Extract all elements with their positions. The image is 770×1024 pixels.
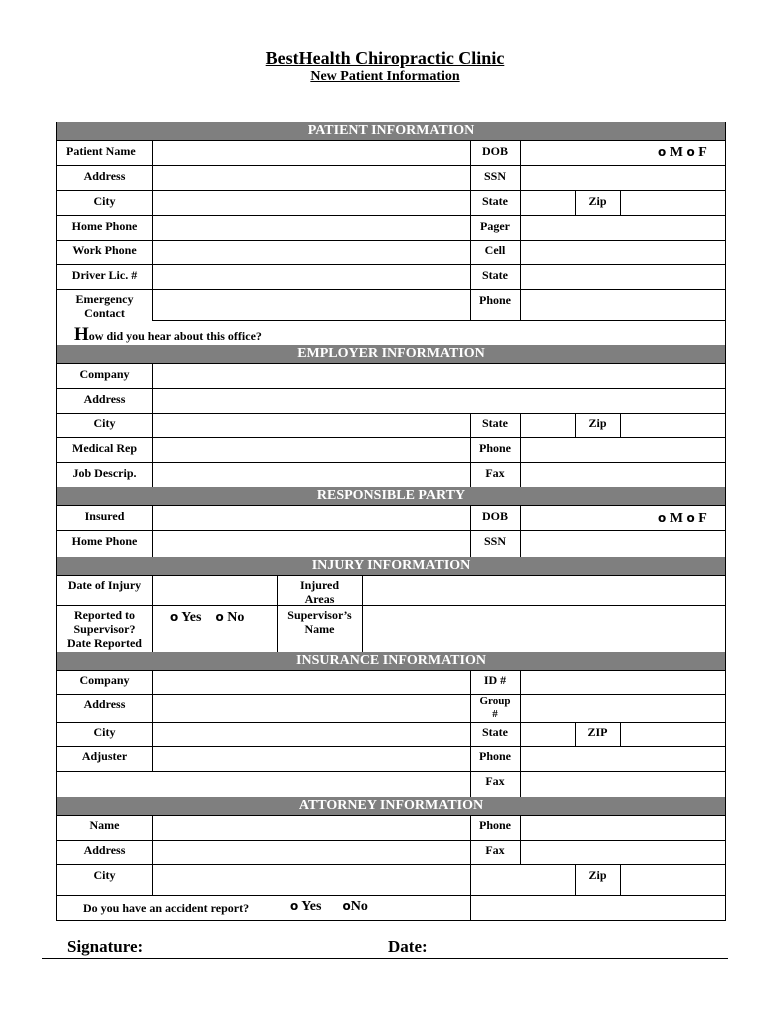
attorney-phone-label: Phone bbox=[478, 818, 511, 832]
patient-zip-field[interactable] bbox=[621, 191, 724, 215]
patient-pager-field[interactable] bbox=[521, 216, 724, 240]
signature-line bbox=[42, 958, 728, 959]
attorney-state-field[interactable] bbox=[471, 865, 574, 895]
patient-driver-lic-field[interactable] bbox=[153, 265, 469, 289]
injury-reported-options bbox=[170, 610, 244, 626]
patient-address-label: Address bbox=[83, 169, 126, 183]
patient-lic-state-label: State bbox=[482, 268, 508, 282]
patient-city-field[interactable] bbox=[153, 191, 469, 215]
employer-fax-label: Fax bbox=[485, 466, 505, 480]
insurance-city-label: City bbox=[93, 725, 116, 739]
insurance-phone-label: Phone bbox=[478, 749, 511, 763]
employer-state-field[interactable] bbox=[521, 414, 574, 437]
employer-state-label: State bbox=[482, 416, 508, 430]
patient-zip-label: Zip bbox=[588, 194, 607, 208]
employer-city-field[interactable] bbox=[153, 414, 469, 437]
gender-m-radio[interactable]: o bbox=[658, 145, 667, 159]
attorney-zip-label: Zip bbox=[588, 868, 607, 882]
resp-gender-f-label: F bbox=[698, 511, 707, 526]
insurance-state-field[interactable] bbox=[521, 723, 574, 746]
patient-state-field[interactable] bbox=[521, 191, 574, 215]
employer-zip-field[interactable] bbox=[621, 414, 724, 437]
attorney-info-header: ATTORNEY INFORMATION bbox=[57, 797, 725, 815]
patient-address-field[interactable] bbox=[153, 166, 469, 190]
attorney-fax-field[interactable] bbox=[521, 841, 724, 864]
employer-medical-rep-label: Medical Rep bbox=[72, 441, 137, 455]
attorney-city-label: City bbox=[93, 868, 116, 882]
insurance-zip-label: ZIP bbox=[587, 725, 608, 739]
patient-dob-field[interactable] bbox=[521, 141, 646, 165]
patient-name-label: Patient Name bbox=[66, 144, 136, 158]
injury-supervisor-field[interactable] bbox=[363, 606, 724, 652]
responsible-home-phone-label: Home Phone bbox=[71, 534, 138, 548]
employer-city-label: City bbox=[93, 416, 116, 430]
injury-reported-label: Reported to Supervisor? Date Reported bbox=[67, 608, 142, 650]
injury-areas-label: Injured Areas bbox=[299, 578, 340, 606]
employer-address-label: Address bbox=[83, 392, 126, 406]
accident-report-question: Do you have an accident report? bbox=[83, 901, 250, 915]
patient-home-phone-label: Home Phone bbox=[71, 219, 138, 233]
resp-gender-m-radio[interactable]: o bbox=[658, 511, 667, 525]
attorney-phone-field[interactable] bbox=[521, 816, 724, 840]
insurance-info-header: INSURANCE INFORMATION bbox=[57, 652, 725, 670]
employer-phone-label: Phone bbox=[478, 441, 511, 455]
employer-company-field[interactable] bbox=[153, 364, 724, 388]
insurance-id-field[interactable] bbox=[521, 671, 724, 694]
accident-report-options bbox=[290, 899, 368, 915]
attorney-city-field[interactable] bbox=[153, 865, 469, 895]
insurance-state-label: State bbox=[482, 725, 508, 739]
injury-yes-radio[interactable]: o bbox=[170, 610, 179, 624]
injury-date-field[interactable] bbox=[153, 576, 276, 605]
patient-emergency-label: Emergency Contact bbox=[75, 292, 134, 320]
accident-yes-label: Yes bbox=[301, 899, 322, 914]
responsible-party-header: RESPONSIBLE PARTY bbox=[57, 487, 725, 505]
injury-supervisor-label: Supervisor’s Name bbox=[287, 608, 352, 636]
insurance-phone-field[interactable] bbox=[521, 747, 724, 771]
insurance-address-label: Address bbox=[83, 697, 126, 711]
patient-emergency-field[interactable] bbox=[153, 290, 469, 320]
patient-cell-field[interactable] bbox=[521, 241, 724, 264]
employer-address-field[interactable] bbox=[153, 389, 724, 413]
form-border-right bbox=[725, 122, 726, 920]
employer-medical-rep-field[interactable] bbox=[153, 438, 469, 462]
insurance-city-field[interactable] bbox=[153, 723, 469, 746]
patient-lic-state-field[interactable] bbox=[521, 265, 724, 289]
responsible-home-phone-field[interactable] bbox=[153, 531, 469, 557]
resp-gender-m-label: M bbox=[669, 511, 683, 526]
patient-pager-label: Pager bbox=[480, 219, 510, 233]
signature-label: Signature: bbox=[67, 937, 144, 956]
insurance-group-field[interactable] bbox=[521, 695, 724, 722]
patient-info-header: PATIENT INFORMATION bbox=[57, 122, 725, 140]
responsible-ssn-field[interactable] bbox=[521, 531, 724, 557]
patient-state-label: State bbox=[482, 194, 508, 208]
responsible-insured-field[interactable] bbox=[153, 506, 469, 530]
date-field[interactable] bbox=[440, 936, 720, 958]
resp-gender-f-radio[interactable]: o bbox=[686, 511, 695, 525]
patient-ssn-label: SSN bbox=[483, 169, 506, 183]
injury-no-radio[interactable]: o bbox=[215, 610, 224, 624]
patient-work-phone-label: Work Phone bbox=[72, 243, 137, 257]
responsible-dob-field[interactable] bbox=[521, 506, 646, 530]
date-label: Date: bbox=[388, 937, 428, 956]
insurance-company-field[interactable] bbox=[153, 671, 469, 694]
accident-no-label: No bbox=[350, 899, 368, 914]
injury-info-header: INJURY INFORMATION bbox=[57, 557, 725, 575]
patient-home-phone-field[interactable] bbox=[153, 216, 469, 240]
responsible-gender-options bbox=[658, 511, 707, 527]
insurance-address-field[interactable] bbox=[153, 695, 469, 722]
injury-yes-label: Yes bbox=[181, 610, 202, 625]
insurance-id-label: ID # bbox=[483, 673, 507, 687]
employer-zip-label: Zip bbox=[588, 416, 607, 430]
employer-company-label: Company bbox=[79, 367, 130, 381]
patient-ssn-field[interactable] bbox=[521, 166, 724, 190]
attorney-address-label: Address bbox=[83, 843, 126, 857]
insurance-adjuster-label: Adjuster bbox=[81, 749, 128, 763]
responsible-insured-label: Insured bbox=[84, 509, 125, 523]
attorney-zip-field[interactable] bbox=[621, 865, 724, 895]
injury-date-label: Date of Injury bbox=[67, 578, 142, 592]
form-subtitle: New Patient Information bbox=[310, 69, 460, 84]
signature-field[interactable] bbox=[153, 936, 383, 958]
patient-driver-lic-label: Driver Lic. # bbox=[71, 268, 138, 282]
patient-work-phone-field[interactable] bbox=[153, 241, 469, 264]
patient-name-field[interactable] bbox=[153, 141, 469, 165]
accident-yes-radio[interactable]: o bbox=[290, 899, 299, 913]
insurance-group-label: Group # bbox=[479, 695, 511, 720]
gender-m-label: M bbox=[669, 145, 683, 160]
attorney-name-label: Name bbox=[89, 818, 120, 832]
insurance-fax-field[interactable] bbox=[521, 772, 724, 797]
insurance-zip-field[interactable] bbox=[621, 723, 724, 746]
insurance-adjuster-field[interactable] bbox=[153, 747, 469, 771]
patient-dob-label: DOB bbox=[481, 144, 508, 158]
form-title: BestHealth Chiropractic Clinic bbox=[265, 48, 505, 68]
attorney-name-field[interactable] bbox=[153, 816, 469, 840]
injury-no-label: No bbox=[227, 610, 245, 625]
patient-emergency-phone-field[interactable] bbox=[521, 290, 724, 320]
gender-f-radio[interactable]: o bbox=[686, 145, 695, 159]
insurance-fax-label: Fax bbox=[485, 774, 505, 788]
attorney-address-field[interactable] bbox=[153, 841, 469, 864]
responsible-dob-label: DOB bbox=[481, 509, 508, 523]
hear-about-question: How did you hear about this office? bbox=[74, 324, 262, 345]
gender-f-label: F bbox=[698, 145, 707, 160]
employer-job-descrip-field[interactable] bbox=[153, 463, 469, 487]
responsible-ssn-label: SSN bbox=[483, 534, 506, 548]
attorney-fax-label: Fax bbox=[485, 843, 505, 857]
patient-emergency-phone-label: Phone bbox=[478, 293, 511, 307]
patient-city-label: City bbox=[93, 194, 116, 208]
accident-no-radio[interactable]: o bbox=[342, 899, 351, 913]
injury-areas-field[interactable] bbox=[363, 576, 724, 605]
employer-fax-field[interactable] bbox=[521, 463, 724, 487]
employer-phone-field[interactable] bbox=[521, 438, 724, 462]
employer-info-header: EMPLOYER INFORMATION bbox=[57, 345, 725, 363]
patient-gender-options bbox=[658, 145, 707, 161]
insurance-company-label: Company bbox=[79, 673, 130, 687]
patient-cell-label: Cell bbox=[484, 243, 506, 257]
employer-job-descrip-label: Job Descrip. bbox=[72, 466, 137, 480]
